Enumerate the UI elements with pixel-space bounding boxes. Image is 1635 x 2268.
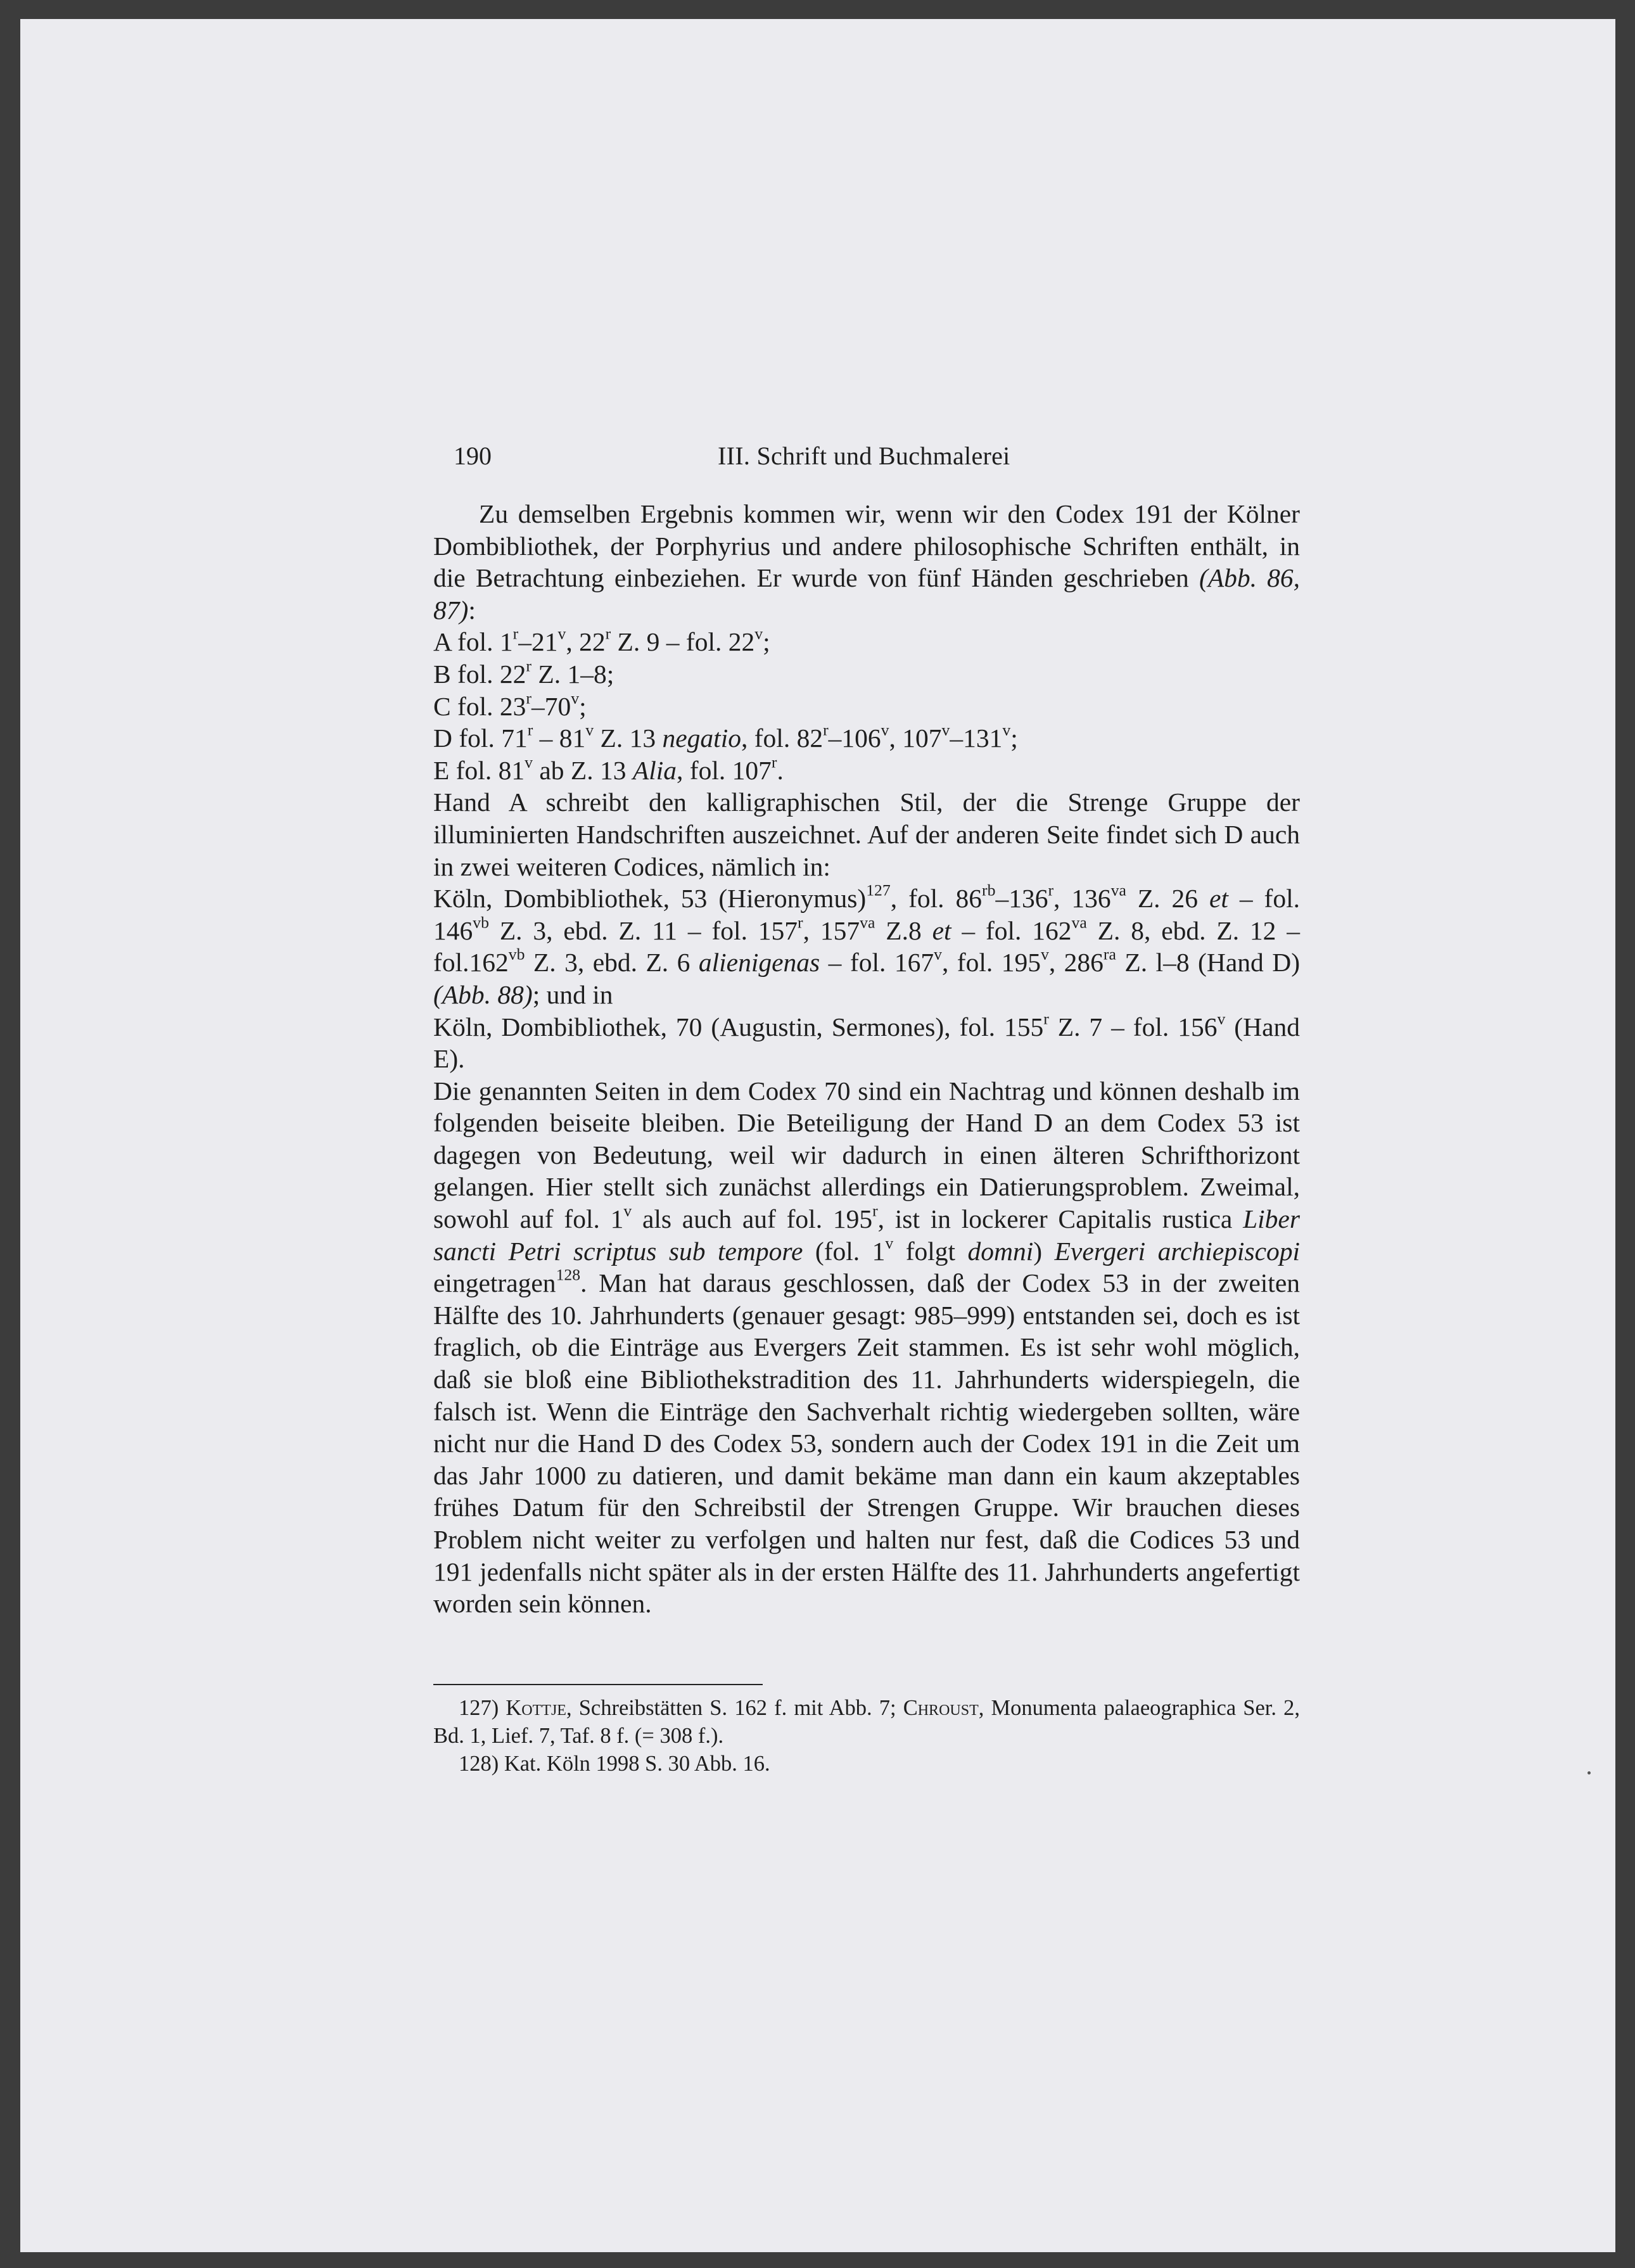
text-run: Hand A schreibt den kalligraphischen Stil, der die Strenge Gruppe der illuminierten Handschriften auszeichnet. Auf der anderen Seite findet sich D auch in zwei weiteren Codices, nämlich in: (433, 787, 1300, 881)
running-head: III. Schrift und Buchmalerei (718, 442, 1010, 470)
main-text (433, 498, 1300, 1620)
text-run: , 107 (889, 723, 942, 753)
author-name: Kottje (506, 1696, 566, 1720)
hand-list-item-b (433, 658, 1300, 691)
footnote-divider (433, 1684, 763, 1685)
folio-side-mark: v (525, 753, 533, 772)
text-run: (Hand E). (433, 1012, 1301, 1074)
text-run: . Man hat daraus geschlossen, daß der Codex 53 in der zweiten Hälfte des 10. Jahrhunderts (genauer gesagt: 985–999) entstanden sei, doch es ist fraglich, ob die Einträge aus Evergers Zeit stammen. Es ist sehr wohl möglich, daß sie bloß eine Bibliothekstradition des 11. Jahrhunderts widerspiegeln, die falsch ist. Wenn die Einträge den Sachverhalt richtig wiedergeben sollten, wäre nicht nur die Hand D des Codex 53, sondern auch der Codex 191 in die Zeit um das Jahr 1000 zu datieren, und damit bekäme man dann ein kaum akzeptables frühes Datum für den Schreibstil der Strengen Gruppe. Wir brauchen dieses Problem nicht weiter zu verfolgen und halten nur fest, daß die Codices 53 und 191 jedenfalls nicht später als in der ersten Hälfte des 11. Jahrhunderts angefertigt worden sein können. (433, 1268, 1300, 1619)
footnote-127 (433, 1694, 1300, 1750)
text-run: ) (1033, 1236, 1055, 1266)
body-paragraph (433, 498, 1300, 626)
text-run: – fol. 162 (951, 915, 1072, 945)
text-run: Z. 7 – fol. 156 (1048, 1012, 1218, 1042)
text-run: Z. 3, ebd. Z. 11 – fol. 157 (488, 915, 798, 945)
folio-side-mark: r (1043, 1009, 1049, 1028)
hand-list-item-c (433, 691, 1300, 723)
text-run: – fol. 167 (820, 948, 934, 978)
folio-side-mark: r (823, 720, 829, 739)
page-number: 190 (454, 442, 492, 470)
folio-side-mark: v (1217, 1009, 1226, 1028)
text-run: , Schreibstätten S. 162 f. mit Abb. 7; (566, 1696, 903, 1720)
folio-side-mark: vb (508, 945, 525, 964)
text-run: Z. 26 (1126, 884, 1209, 914)
hand-list-item-a (433, 626, 1300, 658)
text-run: , fol. 195 (941, 948, 1041, 978)
body-paragraph (433, 882, 1300, 1010)
text-run: folgt (893, 1236, 968, 1266)
text-run: – fol. 146 (433, 884, 1300, 945)
folio-side-mark: v (623, 1201, 632, 1220)
folio-side-mark: r (605, 624, 611, 643)
folio-side-mark: r (526, 656, 531, 675)
text-run: Z. 9 – fol. 22 (611, 627, 755, 657)
italic-run: Liber sancti Petri scriptus sub tempore (433, 1204, 1300, 1266)
folio-side-mark: r (526, 689, 531, 708)
folio-side-mark: v (941, 720, 950, 739)
text-run: Zu demselben Ergebnis kommen wir, wenn wir den Codex 191 der Kölner Dombibliothek, der Porphyrius und andere philosophische Schriften enthält, in die Betrachtung einbeziehen. Er wurde von fünf Händen geschrieben (433, 499, 1300, 593)
text-run: ; (763, 627, 770, 657)
folio-side-mark: v (934, 945, 942, 964)
footnotes (433, 1694, 1300, 1778)
text-run: D fol. 71 (433, 723, 528, 753)
footnote-ref: 128 (556, 1265, 581, 1284)
text-run: , 286 (1048, 948, 1104, 978)
italic-run: domni (967, 1236, 1034, 1266)
text-run: C fol. 23 (433, 691, 526, 721)
text-run: Z. 3, ebd. Z. 6 (525, 948, 699, 978)
italic-run: (Abb. 86, 87) (433, 563, 1301, 625)
text-run: ; (579, 691, 587, 721)
folio-side-mark: va (1071, 913, 1087, 932)
scan-speck (1587, 1771, 1591, 1774)
folio-side-mark: v (1040, 945, 1049, 964)
text-run: Z. 1–8; (531, 659, 614, 689)
text-run: , 157 (803, 915, 860, 945)
folio-side-mark: v (1002, 720, 1011, 739)
author-name: Chroust (903, 1696, 979, 1720)
text-run: A fol. 1 (433, 627, 513, 657)
hand-list-item-d (433, 722, 1300, 755)
text-run: –70 (531, 691, 571, 721)
text-run: –21 (518, 627, 558, 657)
italic-run: (Abb. 88) (433, 979, 533, 1009)
text-run: eingetragen (433, 1268, 556, 1298)
text-run: , fol. 107 (677, 755, 772, 785)
folio-side-mark: r (798, 913, 803, 932)
italic-run: Alia (632, 755, 677, 785)
text-run: –131 (950, 723, 1003, 753)
body-paragraph (433, 1075, 1300, 1620)
text-run: Köln, Dombibliothek, 70 (Augustin, Sermones), fol. 155 (433, 1012, 1044, 1042)
text-run: als auch auf fol. 195 (632, 1204, 873, 1234)
text-run: Z. 8, ebd. Z. 12 – fol.162 (433, 915, 1301, 978)
folio-side-mark: r (872, 1201, 878, 1220)
folio-side-mark: r (512, 624, 519, 643)
folio-side-mark: va (1110, 881, 1126, 900)
folio-side-mark: vb (473, 913, 489, 932)
text-run: B fol. 22 (433, 659, 526, 689)
text-run: (fol. 1 (803, 1236, 886, 1266)
text-run: : (468, 595, 476, 625)
text-run: Köln, Dombibliothek, 53 (Hieronymus) (433, 884, 867, 914)
footnote-ref: 127 (866, 881, 891, 900)
text-run: 127) (459, 1696, 506, 1720)
folio-side-mark: ra (1103, 945, 1116, 964)
folio-side-mark: rb (982, 881, 996, 900)
italic-run: et (932, 915, 951, 945)
text-run: E fol. 81 (433, 755, 525, 785)
text-run: Z.8 (875, 915, 932, 945)
hand-list-item-e (433, 755, 1300, 787)
body-paragraph (433, 1011, 1300, 1075)
text-run: ; und in (532, 979, 613, 1009)
text-run: ab Z. 13 (532, 755, 633, 785)
italic-run: alienigenas (698, 948, 820, 978)
footnote-128 (433, 1750, 1300, 1778)
folio-side-mark: v (571, 689, 580, 708)
text-run: – 81 (533, 723, 586, 753)
folio-side-mark: v (585, 720, 594, 739)
text-run: , fol. 82 (741, 723, 824, 753)
italic-run: et (1209, 884, 1228, 914)
page-sheet (20, 19, 1615, 2252)
text-run: . (777, 755, 784, 785)
italic-run: negatio (662, 723, 741, 753)
text-run: , ist in lockerer Capitalis rustica (877, 1204, 1244, 1234)
text-run: 128) Kat. Köln 1998 S. 30 Abb. 16. (459, 1752, 770, 1776)
folio-side-mark: v (885, 1233, 894, 1252)
folio-side-mark: r (527, 720, 533, 739)
folio-side-mark: v (754, 624, 763, 643)
folio-side-mark: va (860, 913, 875, 932)
text-run: –136 (995, 884, 1048, 914)
body-paragraph (433, 786, 1300, 882)
text-run: , Monumenta palaeographica Ser. 2, Bd. 1, Lief. 7, Taf. 8 f. (= 308 f.). (433, 1696, 1300, 1748)
folio-side-mark: v (557, 624, 566, 643)
folio-side-mark: v (881, 720, 889, 739)
text-run: , fol. 86 (890, 884, 982, 914)
italic-run: Evergeri archiepiscopi (1054, 1236, 1301, 1266)
folio-side-mark: r (771, 753, 777, 772)
text-run: , 22 (566, 627, 606, 657)
text-run: ; (1010, 723, 1018, 753)
text-run: Die genannten Seiten in dem Codex 70 sind ein Nachtrag und können deshalb im folgenden beiseite bleiben. Die Beteiligung der Hand D an dem Codex 53 ist dagegen von Bedeutung, weil wir dadurch in einen älteren Schrifthorizont gelangen. Hier stellt sich zunächst allerdings ein Datierungsproblem. Zweimal, sowohl auf fol. 1 (433, 1076, 1300, 1234)
text-run: Z. l–8 (Hand D) (1116, 948, 1301, 978)
text-run: –106 (828, 723, 881, 753)
folio-side-mark: r (1048, 881, 1054, 900)
text-run: , 136 (1053, 884, 1111, 914)
text-run: Z. 13 (594, 723, 663, 753)
